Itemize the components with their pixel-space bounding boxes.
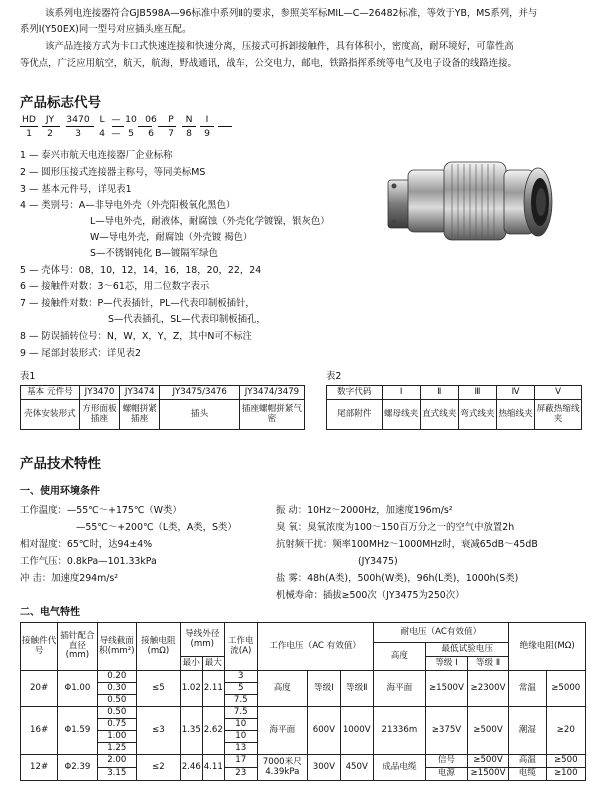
th-od-max: 最大 [202, 657, 224, 671]
cell-od-min: 2.46 [180, 755, 202, 781]
th-wd-height: 高度 [373, 643, 426, 671]
cell-res: ≤5 [136, 671, 180, 707]
code-index: 1 [26, 128, 32, 139]
wd-l1-1: ≥375V [426, 707, 468, 755]
code-part: — [111, 114, 121, 125]
cell-code: 16# [21, 707, 58, 755]
cell-od-min: 1.02 [180, 671, 202, 707]
wd-signal-value: ≥500V [467, 755, 509, 768]
table1-cell: 壳体安装形式 [21, 400, 80, 430]
cell-area: 1.00 [97, 731, 136, 743]
table2-cell: I [382, 386, 420, 400]
electrical-table [20, 622, 586, 781]
code-index: 7 [168, 128, 174, 139]
table2-cell: 弯式线夹 [458, 400, 496, 430]
code-item-4-s: S—不锈钢钝化 B—镀隔军绿色 [90, 248, 218, 259]
code-part: N [185, 114, 193, 125]
cell-od-min: 1.35 [180, 707, 202, 755]
cell-current: 23 [224, 768, 257, 781]
cell-area: 0.50 [97, 695, 136, 707]
code-part: I [205, 114, 209, 125]
cell-od-max: 2.62 [202, 707, 224, 755]
cell-code: 20# [21, 671, 58, 707]
ins-val-3: ≥100 [546, 768, 586, 781]
th-level-1: 等级 I [426, 657, 468, 671]
table2 [326, 385, 582, 430]
cell-current: 7.5 [224, 695, 257, 707]
code-part: 10 [125, 114, 137, 125]
cell-area: 3.15 [97, 768, 136, 781]
connector-product-image [380, 140, 580, 260]
table2-cell: Ⅲ [458, 386, 496, 400]
cell-current: 7.5 [224, 707, 257, 719]
ins-cond-0: 常温 [509, 671, 546, 707]
cell-area: 0.30 [97, 683, 136, 695]
wv-level-1-head: 等级I [307, 671, 340, 707]
table2-cell: V [535, 386, 582, 400]
ins-cond-1: 潮湿 [509, 707, 546, 755]
wd-power: 电源 [426, 768, 468, 781]
cell-code: 12# [21, 755, 58, 781]
code-part: HD [22, 114, 36, 125]
table2-cell: 屏蔽热缩线夹 [535, 400, 582, 430]
code-index: 2 [47, 128, 53, 139]
cell-current: 5 [224, 683, 257, 695]
th-work-voltage: 工作电压（AC 有效值） [257, 623, 373, 671]
cell-od-max: 4.11 [202, 755, 224, 781]
code-item-4: 4 — 类别号：A—非导电外壳（外壳阳极氧化黑色） [20, 200, 236, 211]
th-code: 接触件代号 [21, 623, 58, 671]
code-part: JY [45, 114, 55, 125]
code-item-4-w: W—导电外壳，耐腐蚀（外壳镀 褐色） [90, 232, 253, 243]
section-title-specs: 产品技术特性 [20, 456, 101, 472]
env-right-5: 盐 雾：48h(A类)，500h(W类)，96h(L类)，1000h(S类) [276, 573, 519, 584]
th-level-2: 等级 Ⅱ [467, 657, 509, 671]
wv-height-2: 7000米尺4.39kPa [257, 755, 307, 781]
cell-res: ≤3 [136, 707, 180, 755]
cell-current: 10 [224, 731, 257, 743]
table1-cell: JY3474 [120, 386, 160, 400]
th-withstand-voltage: 耐电压（AC有效值） [373, 623, 509, 643]
code-index: 6 [148, 128, 154, 139]
env-left-2: —55℃～+200℃（L类，A类，S类） [76, 522, 237, 533]
code-index: — [111, 128, 121, 139]
code-index: 5 [128, 128, 134, 139]
th-wire-od: 导线外径(mm) [180, 623, 224, 657]
intro-line-1: 该系列电连接器符合GJB598A—96标准中系列Ⅱ的要求，参照美军标MIL—C—26482标准，等效于YB，MS系列，并与 [45, 8, 538, 19]
code-item-6: 6 — 接触件对数：3～61芯，用二位数字表示 [20, 281, 210, 292]
table1-cell: 基本 元件号 [21, 386, 80, 400]
code-top-row [20, 114, 216, 125]
ins-cond-3: 电缆 [509, 768, 546, 781]
wd-l2-1: ≥500V [467, 707, 509, 755]
code-item-3: 3 — 基本元件号，详见表1 [20, 184, 132, 195]
cell-area: 0.75 [97, 719, 136, 731]
table2-cell: 数字代码 [327, 386, 383, 400]
wv-height-1: 海平面 [257, 707, 307, 755]
cell-dia: Φ1.59 [58, 707, 97, 755]
table2-cell: 热缩线夹 [496, 400, 534, 430]
code-index: 4 [99, 128, 105, 139]
wv-l2-2: 450V [340, 755, 373, 781]
code-item-2: 2 — 圆形压接式连接器主称号，等同美标MS [20, 167, 206, 178]
intro-line-4: 等优点，广泛应用航空，航天，航海，野战通讯，战车，公交电力，邮电，铁路指挥系统等电气及电子设备的线路连接。 [20, 58, 517, 69]
table2-cell: 螺母线夹 [382, 400, 420, 430]
code-index: 9 [204, 128, 210, 139]
table1-cell: JY3475/3476 [160, 386, 240, 400]
code-item-8: 8 — 防误插转位号：N，W，X，Y，Z，其中N可不标注 [20, 331, 252, 342]
code-item-9: 9 — 尾部封装形式：详见表2 [20, 348, 142, 359]
table2-cell: 直式线夹 [420, 400, 458, 430]
code-item-1: 1 — 泰兴市航天电连接器厂企业标称 [20, 150, 173, 161]
env-right-6: 机械寿命：插拔≥500次（JY3475为250次） [276, 590, 465, 601]
table1-cell: JY3470 [79, 386, 119, 400]
cell-area: 1.25 [97, 743, 136, 755]
table1-cell: 插头 [160, 400, 240, 430]
env-conditions-title: 一、使用环境条件 [20, 486, 100, 497]
table1-cell: 方形面板插座 [79, 400, 119, 430]
env-left-4: 工作气压：0.8kPa—101.33kPa [20, 556, 157, 567]
table2-cell: Ⅳ [496, 386, 534, 400]
code-index: 8 [186, 128, 192, 139]
th-current: 工作电流(A) [224, 623, 257, 671]
wd-height-0: 海平面 [373, 671, 426, 707]
table2-cell: 尾部附件 [327, 400, 383, 430]
electrical-title: 二、电气特性 [20, 607, 80, 618]
section-title-marking: 产品标志代号 [20, 95, 101, 111]
cell-area: 2.00 [97, 755, 136, 768]
env-right-4: (JY3475) [358, 556, 398, 567]
env-left-1: 工作温度：—55℃～+175℃（W类） [20, 505, 182, 516]
table2-caption: 表2 [326, 371, 342, 382]
cell-current: 13 [224, 743, 257, 755]
intro-line-3: 该产品连接方式为卡口式快速连接和快速分离，压接式可拆卸接触件，具有体积小，密度高，耐环境好，可靠性高 [45, 41, 514, 52]
env-left-5: 冲 击：加速度294m/s² [20, 573, 119, 584]
table1-cell: 插座螺帽拼紧气密 [239, 400, 304, 430]
wd-l2-0: ≥2300V [467, 671, 509, 707]
cell-dia: Φ1.00 [58, 671, 97, 707]
cell-current: 10 [224, 719, 257, 731]
wv-l1-2: 300V [307, 755, 340, 781]
ins-val-1: ≥20 [546, 707, 586, 755]
wv-height-head: 高度 [257, 671, 307, 707]
cell-current: 3 [224, 671, 257, 683]
code-part: P [168, 114, 174, 125]
th-insulation: 绝缘电阻(MΩ) [509, 623, 586, 671]
code-item-5: 5 — 壳体号：08，10，12，14，16，18，20，22，24 [20, 265, 262, 276]
code-index: 3 [75, 128, 81, 139]
code-part: 3470 [66, 114, 90, 125]
cell-od-max: 2.11 [202, 671, 224, 707]
cell-current: 17 [224, 755, 257, 768]
code-item-7-s: S—代表插孔，SL—代表印制板插孔， [108, 314, 266, 325]
table1-cell: 螺帽拼紧插座 [120, 400, 160, 430]
code-item-4-l: L—导电外壳，耐液体，耐腐蚀（外壳化学镀镍，银灰色） [90, 216, 330, 227]
table1-cell: JY3474/3479 [239, 386, 304, 400]
env-right-2: 臭 氧：臭氧浓度为100～150百万分之一的空气中放置2h [276, 522, 515, 533]
env-right-1: 振 动：10Hz～2000Hz，加速度196m/s² [276, 505, 453, 516]
cell-area: 0.20 [97, 671, 136, 683]
th-od-min: 最小 [180, 657, 202, 671]
table2-cell: Ⅱ [420, 386, 458, 400]
code-item-7: 7 — 接触件对数：P—代表插针，PL—代表印制板插针， [20, 298, 255, 309]
th-area: 导线截面积(mm²) [97, 623, 136, 671]
cell-area: 0.50 [97, 707, 136, 719]
th-pin-dia: 插针配合直径(mm) [58, 623, 97, 671]
wv-l2-1: 1000V [340, 707, 373, 755]
code-bottom-row [20, 128, 216, 139]
wv-l1-1: 600V [307, 707, 340, 755]
wd-height-1: 21336m [373, 707, 426, 755]
cell-res: ≤2 [136, 755, 180, 781]
cell-dia: Φ2.39 [58, 755, 97, 781]
wv-level-2-head: 等级Ⅱ [340, 671, 373, 707]
wd-signal: 信号 [426, 755, 468, 768]
th-min-test-voltage: 最低试验电压 [426, 643, 509, 657]
env-right-3: 抗射频干扰：频率100MHz～1000MHz时，衰减65dB～45dB [276, 539, 538, 550]
ins-val-0: ≥5000 [546, 671, 586, 707]
wd-power-value: ≥1500V [467, 768, 509, 781]
env-left-3: 相对湿度：65℃时，达94±4% [20, 539, 153, 550]
wd-l1-0: ≥1500V [426, 671, 468, 707]
code-part: 06 [145, 114, 157, 125]
table1 [20, 385, 305, 430]
ins-val-2: ≥500 [546, 755, 586, 768]
ins-cond-2: 高温 [509, 755, 546, 768]
wd-height-2: 成品电缆 [373, 755, 426, 781]
table1-caption: 表1 [20, 371, 36, 382]
code-part: L [99, 114, 105, 125]
th-resistance: 接触电阻(mΩ) [136, 623, 180, 671]
intro-line-2: 系列I(Y50EX)同一型号对应插头座互配。 [20, 24, 192, 35]
